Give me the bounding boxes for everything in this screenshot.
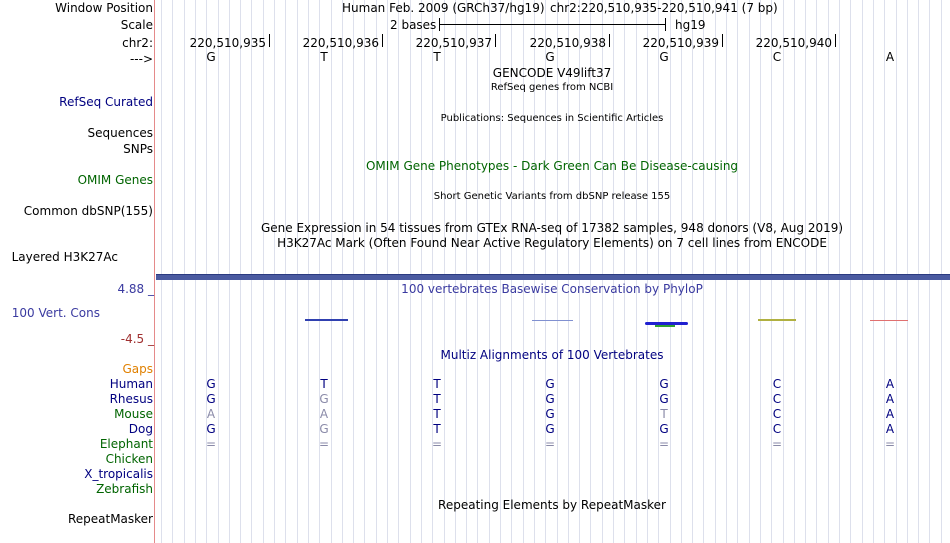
guide-line (884, 0, 885, 543)
guide-line (206, 0, 207, 543)
species-label[interactable]: Zebrafish (96, 482, 153, 496)
reference-base: T (320, 50, 328, 64)
aligned-base: C (772, 407, 782, 421)
cons-max-value: 4.88 _ (117, 282, 154, 296)
guide-line (274, 0, 275, 543)
guide-line (658, 0, 659, 543)
cons-min-value: -4.5 _ (120, 332, 154, 346)
cons-mark (758, 319, 796, 321)
guide-line (477, 0, 478, 543)
aligned-base: = (318, 437, 330, 451)
scale-bar (439, 24, 666, 25)
guide-line (941, 0, 942, 543)
guide-line (489, 0, 490, 543)
cons-track-label[interactable]: 100 Vert. Cons (11, 306, 100, 320)
guide-line (839, 0, 840, 543)
aligned-base: G (206, 377, 216, 391)
guide-line (466, 0, 467, 543)
h3k27-track-title[interactable]: H3K27Ac Mark (Often Found Near Active Regulatory Elements) on 7 cell lines from ENCODE (277, 236, 827, 250)
guide-line (794, 0, 795, 543)
guide-line (353, 0, 354, 543)
gencode-track-title[interactable]: GENCODE V49lift37 (492, 66, 612, 80)
aligned-base: = (658, 437, 670, 451)
label-divider (154, 0, 155, 543)
position-readout: chr2:220,510,935-220,510,941 (7 bp) (550, 1, 778, 15)
aligned-base: G (545, 392, 555, 406)
species-label[interactable]: Elephant (99, 437, 153, 451)
guide-line (692, 0, 693, 543)
aligned-base: A (885, 422, 895, 436)
guide-line (805, 0, 806, 543)
cons-mark (870, 320, 908, 321)
ruler-coordinate: 220,510,938 (529, 36, 606, 50)
guide-line (331, 0, 332, 543)
guide-line (726, 0, 727, 543)
reference-base: G (206, 50, 216, 64)
aligned-base: A (885, 407, 895, 421)
aligned-base: G (659, 422, 669, 436)
reference-base: G (659, 50, 669, 64)
guide-line (624, 0, 625, 543)
ruler-tick (269, 34, 270, 47)
guide-line (850, 0, 851, 543)
aligned-base: T (433, 407, 441, 421)
guide-line (161, 0, 162, 543)
aligned-base: G (206, 422, 216, 436)
omim-track-label[interactable]: OMIM Genes (77, 173, 153, 187)
guide-line (229, 0, 230, 543)
guide-line (297, 0, 298, 543)
reference-base: G (545, 50, 555, 64)
refseq-track-label[interactable]: RefSeq Curated (59, 95, 153, 109)
cons-mark (305, 319, 348, 321)
guide-line (670, 0, 671, 543)
ruler-coordinate: 220,510,936 (302, 36, 379, 50)
publications-track-title[interactable]: Publications: Sequences in Scientific Articles (440, 113, 664, 124)
multiz-track-title[interactable]: Multiz Alignments of 100 Vertebrates (440, 348, 664, 362)
guide-line (184, 0, 185, 543)
guide-line (749, 0, 750, 543)
h3k27-track-label[interactable]: Layered H3K27Ac (11, 250, 118, 264)
guide-line (783, 0, 784, 543)
species-label[interactable]: Chicken (105, 452, 153, 466)
ruler-tick (835, 34, 836, 47)
species-label[interactable]: X_tropicalis (84, 467, 153, 481)
aligned-base: C (772, 377, 782, 391)
guide-line (421, 0, 422, 543)
ruler-coordinate: 220,510,940 (755, 36, 832, 50)
guide-line (263, 0, 264, 543)
cons-track-title[interactable]: 100 vertebrates Basewise Conservation by PhyloP (401, 282, 703, 296)
cons-mark (532, 320, 573, 321)
scale-bar-right-end (665, 18, 666, 31)
aligned-base: G (659, 392, 669, 406)
dbsnp-track-label[interactable]: Common dbSNP(155) (23, 204, 153, 218)
guide-line (342, 0, 343, 543)
ruler-tick (609, 34, 610, 47)
species-label[interactable]: Rhesus (109, 392, 153, 406)
aligned-base: A (206, 407, 216, 421)
species-label[interactable]: Dog (128, 422, 153, 436)
aligned-base: = (884, 437, 896, 451)
guide-line (636, 0, 637, 543)
guide-line (907, 0, 908, 543)
guide-line (455, 0, 456, 543)
scale-text: 2 bases (390, 18, 437, 32)
ruler-tick (495, 34, 496, 47)
guide-line (828, 0, 829, 543)
guide-line (285, 0, 286, 543)
scale-label: Scale (120, 18, 153, 32)
aligned-base: = (544, 437, 556, 451)
aligned-base: G (545, 422, 555, 436)
guide-line (816, 0, 817, 543)
gaps-track-label[interactable]: Gaps (122, 362, 153, 376)
guide-line (364, 0, 365, 543)
guide-line (376, 0, 377, 543)
guide-line (319, 0, 320, 543)
guide-line (251, 0, 252, 543)
aligned-base: = (771, 437, 783, 451)
aligned-base: G (206, 392, 216, 406)
aligned-base: C (772, 392, 782, 406)
aligned-base: A (319, 407, 329, 421)
guide-line (929, 0, 930, 543)
scale-bar-left-end (439, 18, 440, 31)
repeatmasker-track-title[interactable]: Repeating Elements by RepeatMasker (438, 498, 666, 512)
guide-line (771, 0, 772, 543)
ruler-tick (722, 34, 723, 47)
strand-label[interactable]: ---> (129, 52, 153, 66)
guide-line (703, 0, 704, 543)
omim-track-title[interactable]: OMIM Gene Phenotypes - Dark Green Can Be Disease-causing (365, 159, 739, 173)
guide-line (172, 0, 173, 543)
guide-line (737, 0, 738, 543)
scale-db: hg19 (675, 18, 706, 32)
aligned-base: T (320, 377, 328, 391)
guide-line (387, 0, 388, 543)
ruler-coordinate: 220,510,939 (642, 36, 719, 50)
aligned-base: = (205, 437, 217, 451)
aligned-base: T (660, 407, 668, 421)
guide-line (195, 0, 196, 543)
aligned-base: = (431, 437, 443, 451)
guide-line (715, 0, 716, 543)
aligned-base: T (433, 392, 441, 406)
aligned-base: C (772, 422, 782, 436)
repeatmasker-track-label[interactable]: RepeatMasker (67, 512, 153, 526)
snps-track-label[interactable]: SNPs (123, 142, 153, 156)
aligned-base: A (885, 392, 895, 406)
ruler-tick (382, 34, 383, 47)
guide-line (647, 0, 648, 543)
aligned-base: G (319, 392, 329, 406)
ruler-coordinate: 220,510,937 (415, 36, 492, 50)
species-label[interactable]: Mouse (114, 407, 153, 421)
guide-line (444, 0, 445, 543)
guide-line (873, 0, 874, 543)
guide-line (218, 0, 219, 543)
guide-line (896, 0, 897, 543)
guide-line (410, 0, 411, 543)
reference-base: T (433, 50, 441, 64)
aligned-base: G (545, 407, 555, 421)
aligned-base: G (319, 422, 329, 436)
guide-line (398, 0, 399, 543)
guide-line (240, 0, 241, 543)
guide-line (862, 0, 863, 543)
dbsnp-track-title[interactable]: Short Genetic Variants from dbSNP release 155 (433, 191, 671, 202)
refseq-track-subtitle: RefSeq genes from NCBI (490, 82, 614, 93)
species-label[interactable]: Human (109, 377, 153, 391)
aligned-base: G (659, 377, 669, 391)
cons-mark (655, 325, 675, 327)
gtex-track-title[interactable]: Gene Expression in 54 tissues from GTEx RNA-seq of 17382 samples, 948 donors (V8, Aug 2019) (260, 221, 844, 235)
chrom-label: chr2: (122, 36, 153, 50)
guide-line (432, 0, 433, 543)
guide-line (681, 0, 682, 543)
aligned-base: G (545, 377, 555, 391)
guide-line (760, 0, 761, 543)
guide-line (918, 0, 919, 543)
aligned-base: T (433, 422, 441, 436)
reference-base: C (772, 50, 782, 64)
assembly-title: Human Feb. 2009 (GRCh37/hg19) (342, 1, 545, 15)
track-separator-band (156, 274, 950, 280)
ruler-coordinate: 220,510,935 (189, 36, 266, 50)
reference-base: A (885, 50, 895, 64)
sequences-track-label[interactable]: Sequences (87, 126, 153, 140)
aligned-base: A (885, 377, 895, 391)
window-position-label: Window Position (55, 1, 153, 15)
aligned-base: T (433, 377, 441, 391)
guide-line (308, 0, 309, 543)
